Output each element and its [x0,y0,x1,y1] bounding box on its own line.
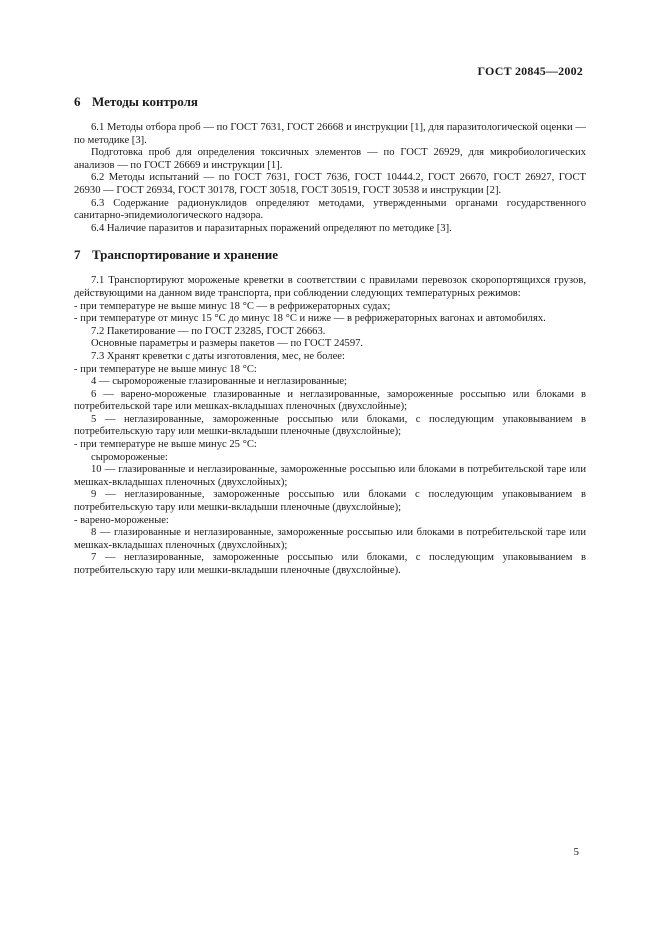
document-code: ГОСТ 20845—2002 [477,64,583,78]
list-item: 10 — глазированные и неглазированные, замороженные россыпью или блоками в потребительской таре или мешках-вкладышах пленочных (двухслойных); [74,464,586,488]
list-item: 7 — неглазированные, замороженные россыпью или блоками, с последующим упаковыванием в потребительскую тару или мешки-вкладыши пленочные (двухслойные). [74,552,586,576]
page-number: 5 [573,846,579,858]
section-number: 7 [74,247,81,263]
paragraph: 7.1 Транспортируют мороженые креветки в соответствии с правилами перевозок скоропортящихся грузов, действующими на данном виде транспорта, при соблюдении следующих температурных режимов: [74,275,586,299]
paragraph: 6.4 Наличие паразитов и паразитарных поражений определяют по методике [3]. [91,222,452,234]
section-number: 6 [74,94,81,109]
list-item: 6 — варено-мороженые глазированные и неглазированные, замороженные россыпью или блоками в потребительской таре или мешках-вкладышах пленочных (двухслойные); [74,388,586,413]
dash-item: - при температуре от минус 15 °С до минус 18 °С и ниже — в рефрижераторных вагонах и автомобилях. [74,313,546,325]
dash-item: - при температуре не выше минус 18 °С — в рефрижераторных судах; [74,300,391,312]
paragraph: Основные параметры и размеры пакетов — по ГОСТ 24597. [91,338,364,350]
section-title: Транспортирование и хранение [92,247,278,263]
paragraph: 7.2 Пакетирование — по ГОСТ 23285, ГОСТ 26663. [91,325,326,337]
section-title: Методы контроля [92,94,198,109]
list-item: сыромороженые: [91,451,168,463]
paragraph: 6.2 Методы испытаний — по ГОСТ 7631, ГОСТ 7636, ГОСТ 10444.2, ГОСТ 26670, ГОСТ 26927, ГОСТ 26930 — ГОСТ 26934, ГОСТ 30178, ГОСТ 30518, ГОСТ 30519, ГОСТ 30538 и инструкции [2]. [74,172,586,196]
list-item: 4 — сыромороженые глазированные и неглазированные; [91,376,347,388]
paragraph: 6.3 Содержание радионуклидов определяют методами, утвержденными органами государственного санитарно-эпидемиологического надзора. [74,197,586,222]
dash-item: - при температуре не выше минус 25 °С: [74,439,257,451]
dash-item: - при температуре не выше минус 18 °С: [74,363,257,375]
paragraph: 6.1 Методы отбора проб — по ГОСТ 7631, ГОСТ 26668 и инструкции [1], для паразитологической оценки — по методике [3]. [74,122,586,146]
dash-item: - варено-мороженые: [74,514,169,526]
paragraph: Подготовка проб для определения токсичных элементов — по ГОСТ 26929, для микробиологических анализов — по ГОСТ 26669 и инструкции [1]. [74,147,586,171]
list-item: 8 — глазированные и неглазированные, замороженные россыпью или блоками в потребительской таре или мешках-вкладышах пленочных (двухслойных); [74,527,586,551]
section-7-heading [74,247,586,263]
page-content [74,94,586,578]
section-6-heading [74,94,586,110]
list-item: 9 — неглазированные, замороженные россыпью или блоками с последующим упаковыванием в потребительскую тару или мешки-вкладыши пленочные (двухслойные); [74,489,586,514]
list-item: 5 — неглазированные, замороженные россыпью или блоками, с последующим упаковыванием в потребительскую тару или мешки-вкладыши пленочные (двухслойные); [74,413,586,438]
paragraph: 7.3 Хранят креветки с даты изготовления, мес, не более: [91,350,345,362]
